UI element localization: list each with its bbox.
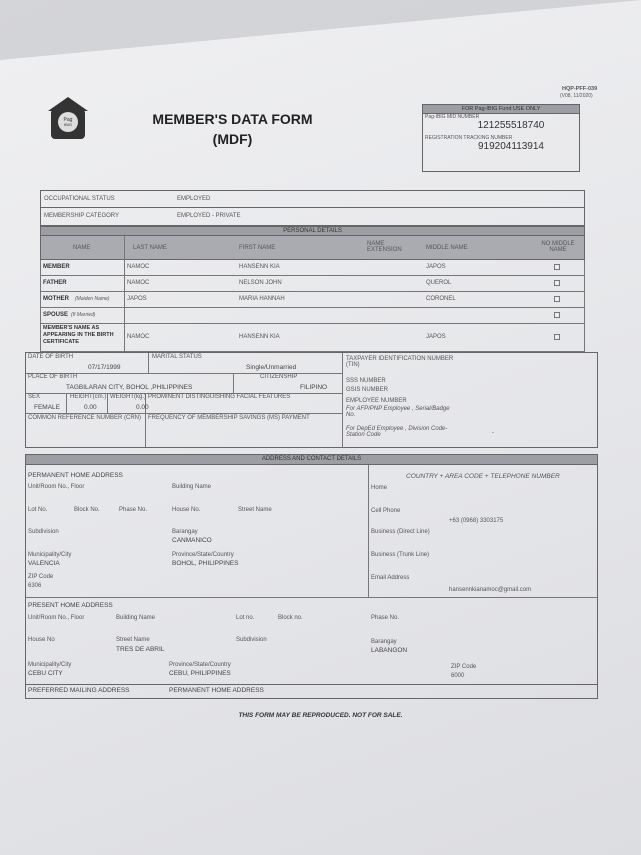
personal-row — [40, 308, 585, 324]
last-name: NAMOC — [127, 334, 150, 340]
no-middle-name-checkbox[interactable] — [554, 264, 560, 270]
col-last-name: LAST NAME — [133, 245, 167, 251]
row-note: (If Married) — [71, 312, 96, 318]
row-note: (Maiden Name) — [75, 296, 110, 302]
no-middle-name-checkbox[interactable] — [554, 280, 560, 286]
row-label: MOTHER — [43, 296, 69, 302]
pres-barangay-label: Barangay — [371, 639, 397, 645]
address-block — [25, 465, 598, 685]
perm-subdivision-label: Subdivision — [28, 529, 59, 535]
perm-lot-label: Lot No. — [28, 507, 48, 513]
pres-block-label: Block no. — [278, 615, 303, 621]
col-name-extension: NAME EXTENSION — [367, 241, 402, 253]
perm-unit-label: Unit/Room No., Floor — [28, 484, 85, 490]
perm-zip-label: ZIP Code — [28, 574, 54, 580]
perm-province-value: BOHOL, PHILIPPINES — [172, 560, 239, 567]
no-middle-name-checkbox[interactable] — [554, 312, 560, 318]
mid-number: 121255518740 — [477, 120, 545, 131]
employee-number-label: EMPLOYEE NUMBER — [346, 398, 407, 404]
weight-label: WEIGHT(kg.) — [110, 394, 146, 400]
form-version: (V08, 11/2020) — [560, 93, 593, 99]
afp-pnp-label: For AFP/PNP Employee , Serial/Badge No. — [346, 406, 450, 418]
mailing-address-row — [25, 685, 598, 699]
no-middle-name-checkbox[interactable] — [554, 334, 560, 340]
first-name: HANSENN KIA — [239, 334, 280, 340]
cell-phone-value: +63 (0968) 3303175 — [449, 518, 504, 524]
pagibig-logo — [46, 95, 90, 141]
tin-label: TAXPAYER IDENTIFICATION NUMBER (TIN) — [346, 356, 454, 368]
mailing-address-label: PREFERRED MAILING ADDRESS — [28, 687, 130, 694]
rtn-label: REGISTRATION TRACKING NUMBER — [425, 135, 513, 141]
home-phone-label: Home — [371, 485, 388, 491]
perm-phase-label: Phase No. — [119, 507, 148, 513]
occupational-status-row — [40, 190, 585, 208]
pres-province-label: Province/State/Country — [169, 662, 231, 668]
pres-unit-label: Unit/Room No., Floor — [28, 615, 85, 621]
mid-label: Pag-IBIG MID NUMBER — [425, 114, 480, 120]
pres-city-value: CEBU CITY — [28, 670, 63, 677]
sss-label: SSS NUMBER — [346, 378, 386, 384]
personal-details-header: PERSONAL DETAILS — [40, 226, 585, 236]
perm-city-value: VALENCIA — [28, 560, 60, 567]
pres-building-label: Building Name — [116, 615, 156, 621]
ms-frequency-label: FREQUENCY OF MEMBERSHIP SAVINGS (MS) PAYMENT — [148, 415, 310, 421]
pob-value: TAGBILARAN CITY, BOHOL ,PHILIPPINES — [66, 384, 193, 391]
pres-subdivision-label: Subdivision — [236, 637, 267, 643]
row-label: MEMBER'S NAME AS APPEARING IN THE BIRTH CERTIFICATE — [43, 325, 114, 345]
perm-building-label: Building Name — [172, 484, 212, 490]
pob-label: PLACE OF BIRTH — [28, 374, 78, 380]
contact-title: COUNTRY + AREA CODE + TELEPHONE NUMBER — [406, 473, 560, 480]
last-name: JAPOS — [127, 296, 147, 302]
last-name: NAMOC — [127, 264, 150, 270]
pres-phase-label: Phase No. — [371, 615, 400, 621]
occupational-status-value: EMPLOYED — [177, 196, 211, 202]
weight-value: 0.00 — [136, 404, 149, 411]
pres-street-label: Street Name — [116, 637, 150, 643]
first-name: MARIA HANNAH — [239, 296, 285, 302]
row-label: SPOUSE — [43, 312, 69, 318]
form-subtitle: (MDF) — [212, 131, 253, 147]
office-use-box — [422, 104, 580, 172]
gsis-label: GSIS NUMBER — [346, 387, 389, 393]
footer-note: THIS FORM MAY BE REPRODUCED. NOT FOR SALE. — [238, 712, 403, 719]
personal-row — [40, 324, 585, 352]
svg-text:IBIG: IBIG — [63, 122, 73, 127]
pres-barangay-value: LABANGON — [371, 647, 408, 654]
personal-row — [40, 292, 585, 308]
dob-label: DATE OF BIRTH — [28, 354, 74, 360]
perm-barangay-label: Barangay — [172, 529, 198, 535]
facial-features-label: PROMINENT DISTINGUISHING FACIAL FEATURES — [148, 394, 291, 400]
citizenship-value: FILIPINO — [300, 384, 328, 391]
perm-province-label: Province/State/Country — [172, 552, 234, 558]
personal-table-header — [40, 236, 585, 260]
occupational-status-label: OCCUPATIONAL STATUS — [44, 196, 115, 202]
sex-value: FEMALE — [34, 404, 61, 411]
cell-phone-label: Cell Phone — [371, 508, 401, 514]
membership-category-row — [40, 208, 585, 226]
perm-block-label: Block No. — [74, 507, 100, 513]
crn-label: COMMON REFERENCE NUMBER (CRN) — [28, 415, 141, 421]
last-name: NAMOC — [127, 280, 150, 286]
personal-info-block — [25, 352, 598, 448]
dob-value: 07/17/1999 — [88, 364, 121, 371]
no-middle-name-checkbox[interactable] — [554, 296, 560, 302]
perm-house-label: House No. — [172, 507, 201, 513]
permanent-address-title: PERMANENT HOME ADDRESS — [28, 472, 123, 479]
email-label: Email Address — [371, 575, 410, 581]
background-shadow — [0, 0, 641, 60]
office-use-title: FOR Pag-IBIG Fund USE ONLY — [423, 105, 579, 114]
pres-house-label: House No — [28, 637, 55, 643]
pres-street-value: TRES DE ABRIL — [116, 646, 165, 653]
form-title: MEMBER'S DATA FORM — [152, 111, 313, 127]
business-direct-label: Business (Direct Line) — [371, 529, 430, 535]
perm-barangay-value: CANMANICO — [172, 537, 212, 544]
deped-value: - — [492, 430, 494, 436]
first-name: NELSON JOHN — [239, 280, 282, 286]
sex-label: SEX — [28, 394, 41, 400]
form-code: HQP-PFF-039 — [562, 86, 598, 92]
marital-label: MARITAL STATUS — [152, 354, 202, 360]
membership-category-value: EMPLOYED - PRIVATE — [177, 213, 241, 219]
pres-city-label: Municipality/City — [28, 662, 72, 668]
pres-zip-value: 6000 — [451, 673, 465, 679]
marital-value: Single/Unmarried — [246, 364, 297, 371]
row-label: MEMBER — [43, 264, 70, 270]
svg-text:Pag: Pag — [63, 117, 73, 123]
personal-row — [40, 276, 585, 292]
personal-row — [40, 260, 585, 276]
business-trunk-label: Business (Trunk Line) — [371, 552, 430, 558]
col-name: NAME — [73, 245, 91, 251]
membership-category-label: MEMBERSHIP CATEGORY — [44, 213, 120, 219]
perm-city-label: Municipality/City — [28, 552, 72, 558]
perm-street-label: Street Name — [238, 507, 272, 513]
rtn-number: 919204113914 — [478, 141, 544, 152]
first-name: HANSENN KIA — [239, 264, 280, 270]
perm-zip-value: 6306 — [28, 583, 42, 589]
pres-zip-label: ZIP Code — [451, 664, 477, 670]
citizenship-label: CITIZENSHIP — [260, 374, 298, 380]
mailing-address-value: PERMANENT HOME ADDRESS — [169, 687, 264, 694]
row-label: FATHER — [43, 280, 67, 286]
height-label: HEIGHT(cm.) — [70, 394, 107, 400]
middle-name: QUEROL — [426, 280, 452, 286]
col-first-name: FIRST NAME — [239, 245, 276, 251]
middle-name: JAPOS — [426, 334, 446, 340]
pres-province-value: CEBU, PHILIPPINES — [169, 670, 231, 677]
deped-label: For DepEd Employee , Division Code-Station Code — [346, 426, 448, 438]
present-address-title: PRESENT HOME ADDRESS — [28, 602, 113, 609]
height-value: 0.00 — [84, 404, 97, 411]
middle-name: JAPOS — [426, 264, 446, 270]
col-middle-name: MIDDLE NAME — [426, 245, 468, 251]
address-header: ADDRESS AND CONTACT DETAILS — [25, 454, 598, 465]
pres-lot-label: Lot no. — [236, 615, 255, 621]
middle-name: CORONEL — [426, 296, 456, 302]
email-value: hansennkianamoc@gmail.com — [449, 587, 532, 593]
col-no-middle-name: NO MIDDLE NAME — [541, 241, 575, 253]
